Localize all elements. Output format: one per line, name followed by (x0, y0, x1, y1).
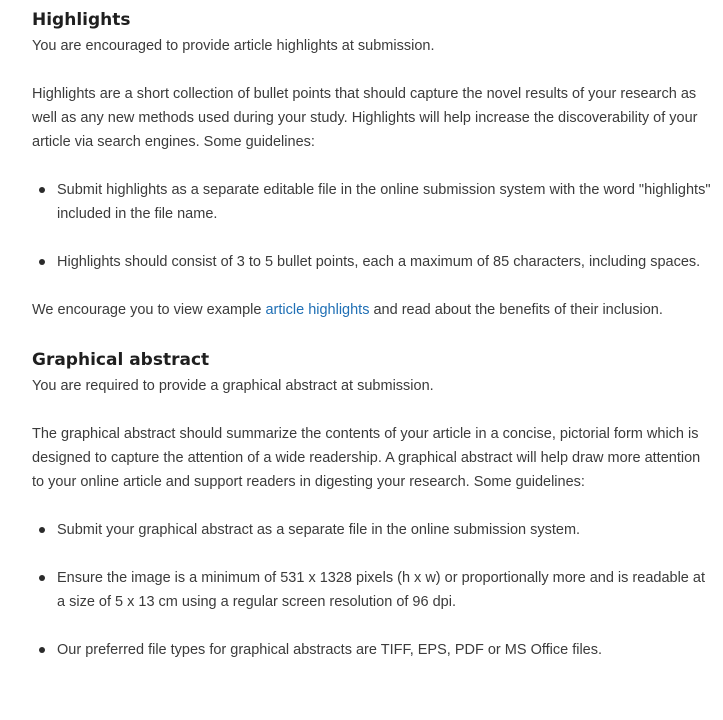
list-item-text: Highlights should consist of 3 to 5 bullet points, each a maximum of 85 characters, including spaces. (57, 254, 701, 270)
list-item (57, 566, 711, 614)
outro-text-after: and read about the benefits of their inclusion. (369, 302, 663, 318)
graphical-abstract-guidelines-list (32, 518, 711, 662)
graphical-abstract-heading: Graphical abstract (32, 350, 210, 370)
highlights-outro (32, 298, 711, 322)
list-item-text: Ensure the image is a minimum of 531 x 1328 pixels (h x w) or proportionally more and is readable at a size of 5 x 13 cm using a regular screen resolution of 96 dpi. (57, 570, 705, 610)
highlights-guidelines-list (32, 178, 711, 274)
graphical-abstract-intro: The graphical abstract should summarize the contents of your article in a concise, pictorial form which is designed to capture the attention of a wide readership. A graphical abstract will help draw more attention to your online article and support readers in digesting your research. Some guidelines: (32, 426, 701, 490)
bullet-icon (39, 259, 45, 265)
highlights-section (32, 6, 711, 322)
bullet-icon (39, 575, 45, 581)
list-item-text: Our preferred file types for graphical abstracts are TIFF, EPS, PDF or MS Office files. (57, 642, 603, 658)
list-item (57, 178, 711, 226)
list-item (57, 250, 711, 274)
graphical-abstract-section (32, 346, 711, 662)
outro-text-before: We encourage you to view example (32, 302, 266, 318)
highlights-lead: You are encouraged to provide article highlights at submission. (32, 38, 435, 54)
list-item (57, 518, 711, 542)
list-item-text: Submit highlights as a separate editable file in the online submission system with the word "highlights" included in the file name. (57, 182, 711, 222)
article-highlights-link[interactable]: article highlights (265, 302, 370, 318)
highlights-intro: Highlights are a short collection of bullet points that should capture the novel results of your research as well as any new methods used during your study. Highlights will help increase the discoverability of your article via search engines. Some guidelines: (32, 86, 698, 150)
bullet-icon (39, 527, 45, 533)
bullet-icon (39, 187, 45, 193)
highlights-heading: Highlights (32, 10, 131, 30)
list-item-text: Submit your graphical abstract as a separate file in the online submission system. (57, 522, 581, 538)
bullet-icon (39, 647, 45, 653)
graphical-abstract-lead: You are required to provide a graphical abstract at submission. (32, 378, 434, 394)
list-item (57, 638, 711, 662)
